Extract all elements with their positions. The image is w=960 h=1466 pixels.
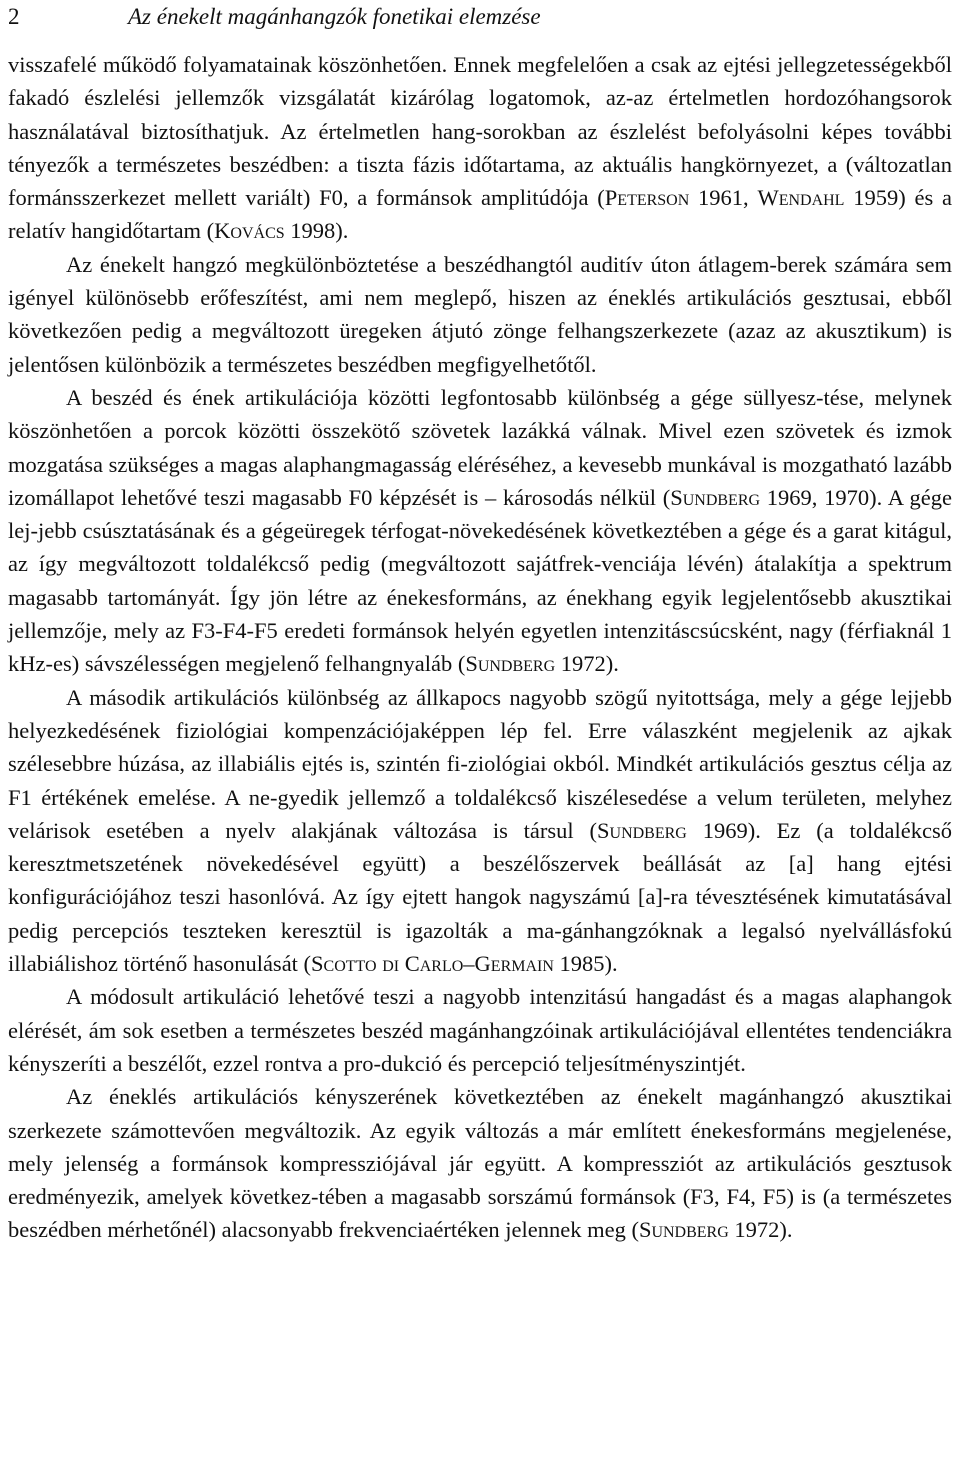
text-run: 1969). Ez (a toldalékcső keresztmetszetének növekedésével együtt) a beszélőszervek beállását az [a] hang ejtési konfigurációjához teszi hasonlóvá. Az így ejtett hangok nagyszámú [a]-ra tévesztésének kimutatásával pedig percepciós teszteken keresztül is igazolták a ma-gánhangzóknak a legalsó nyelvállásfokú illabiálishoz történő hasonulását ( bbox=[8, 817, 953, 977]
text-run: 1972). bbox=[555, 651, 619, 677]
paragraph-1 bbox=[8, 48, 952, 248]
paragraph-5 bbox=[8, 980, 952, 1080]
author-citation: Kovács bbox=[214, 218, 285, 244]
author-citation: Sundberg bbox=[670, 484, 761, 510]
running-title: Az énekelt magánhangzók fonetikai elemzése bbox=[128, 4, 541, 29]
author-citation: Wendahl bbox=[757, 185, 845, 211]
author-citation: Germain bbox=[474, 951, 554, 977]
text-run: 1985). bbox=[553, 951, 618, 977]
text-run: 1961, bbox=[689, 185, 758, 211]
author-citation: Sundberg bbox=[597, 817, 687, 843]
text-run: – bbox=[463, 951, 475, 977]
paragraph-2 bbox=[8, 248, 952, 381]
page-number: 2 bbox=[8, 4, 20, 29]
author-citation: Scotto di Carlo bbox=[311, 951, 464, 977]
author-citation: Sundberg bbox=[638, 1217, 729, 1243]
text-run: 1972). bbox=[728, 1217, 793, 1243]
text-run: Az éneklés artikulációs kényszerének következtében az énekelt magánhangzó akusztikai szerkezete számottevően megváltozik. Az egyik változás a már említett énekesformáns megjelenése, mely jelenség a formánsok kompressziójával jár együtt. A kompressziót az artikulációs gesztusok eredményezik, amelyek következ-tében a magasabb sorszámú formánsok (F3, F4, F5) is (a természetes beszédben mérhetőnél) alacsonyabb frekvenciaértéken jelennek meg ( bbox=[8, 1084, 952, 1243]
text-run: Az énekelt hangzó megkülönböztetése a beszédhangtól auditív úton átlagem-berek számára sem igényel különösebb erőfeszítést, ami nem meglepő, hiszen az éneklés artikulációs gesztusai, ebből következően pedig a megváltozott üregeken átjutó zönge felhangszerkezete (azaz az akusztikum) is jelentősen különbözik a természetes beszédben megfigyelhetőtől. bbox=[8, 251, 952, 377]
body-text bbox=[8, 48, 952, 1247]
text-run: 1998). bbox=[284, 218, 349, 244]
text-run: A beszéd és ének artikulációja közötti legfontosabb különbség a gége süllyesz-tése, melynek köszönhetően a porcok közötti összekötő szövetek lazákká válnak. Mivel ezen szövetek és izmok mozgatása szükséges a magas alaphangmagasság eléréséhez, a kevesebb munkával is mozgatható lazább izomállapot lehetővé teszi magasabb F0 képzését is – károsodás nélkül ( bbox=[8, 384, 952, 510]
text-run: 1969, 1970). A gége lej-jebb csúsztatásának és a gégeüregek térfogat-növekedésének következtében a gége és a garat kitágul, az így megváltozott toldalékcső pedig (megváltozott sajátfrek-venciája lévén) átalakítja a spektrum magasabb tartományát. Így jön létre az énekesformáns, az énekhang egyik legjelentősebb akusztikai jellemzője, mely az F3-F4-F5 eredeti formánsok helyén egyetlen intenzitáscsúcsként, nagy (férfiaknál 1 kHz-es) sávszélességen megjelenő felhangnyaláb ( bbox=[8, 484, 952, 677]
author-citation: Sundberg bbox=[465, 651, 556, 677]
paragraph-4 bbox=[8, 681, 952, 981]
text-run: visszafelé működő folyamatainak köszönhetően. Ennek megfelelően a csak az ejtési jellegzetességekből fakadó észlelési jellemzők vizsgálatát kizárólag logatomok, az-az értelmetlen hordozóhangsorok használatával biztosíthatjuk. Az értelmetlen hang-sorokban az észlelést befolyásolni képes további tényezők a természetes beszédben: a tiszta fázis időtartama, az aktuális hangkörnyezet, a (változatlan formánsszerkezet mellett variált) F0, a formánsok amplitúdója ( bbox=[8, 52, 952, 211]
paragraph-3 bbox=[8, 381, 952, 681]
running-header bbox=[8, 0, 952, 40]
text-run: A második artikulációs különbség az állkapocs nagyobb szögű nyitottsága, mely a gége lejjebb helyezkedésének fiziológiai kompenzációjaképpen lép fel. Erre válaszként megjelenik az ajkak szélesebbre húzása, az illabiális ejtés is, szintén fi-ziológiai okból. Mindkét artikulációs gesztus célja az F1 értékének emelése. A ne-gyedik jellemző a toldalékcső kiszélesedése a velum területen, melyhez velárisok esetében a nyelv alakjának változása is társul ( bbox=[8, 684, 952, 843]
text-run: A módosult artikuláció lehetővé teszi a nagyobb intenzitású hangadást és a magas alaphangok elérését, ám sok esetben a természetes beszéd magánhangzóinak artikulációjával ellentétes tendenciákra kényszeríti a beszélőt, ezzel rontva a pro-dukció és percepció teljesítményszintjét. bbox=[8, 984, 952, 1076]
paragraph-6 bbox=[8, 1080, 952, 1246]
author-citation: Peterson bbox=[604, 185, 690, 211]
text-run: 1959) és a relatív hangidőtartam ( bbox=[8, 185, 952, 244]
